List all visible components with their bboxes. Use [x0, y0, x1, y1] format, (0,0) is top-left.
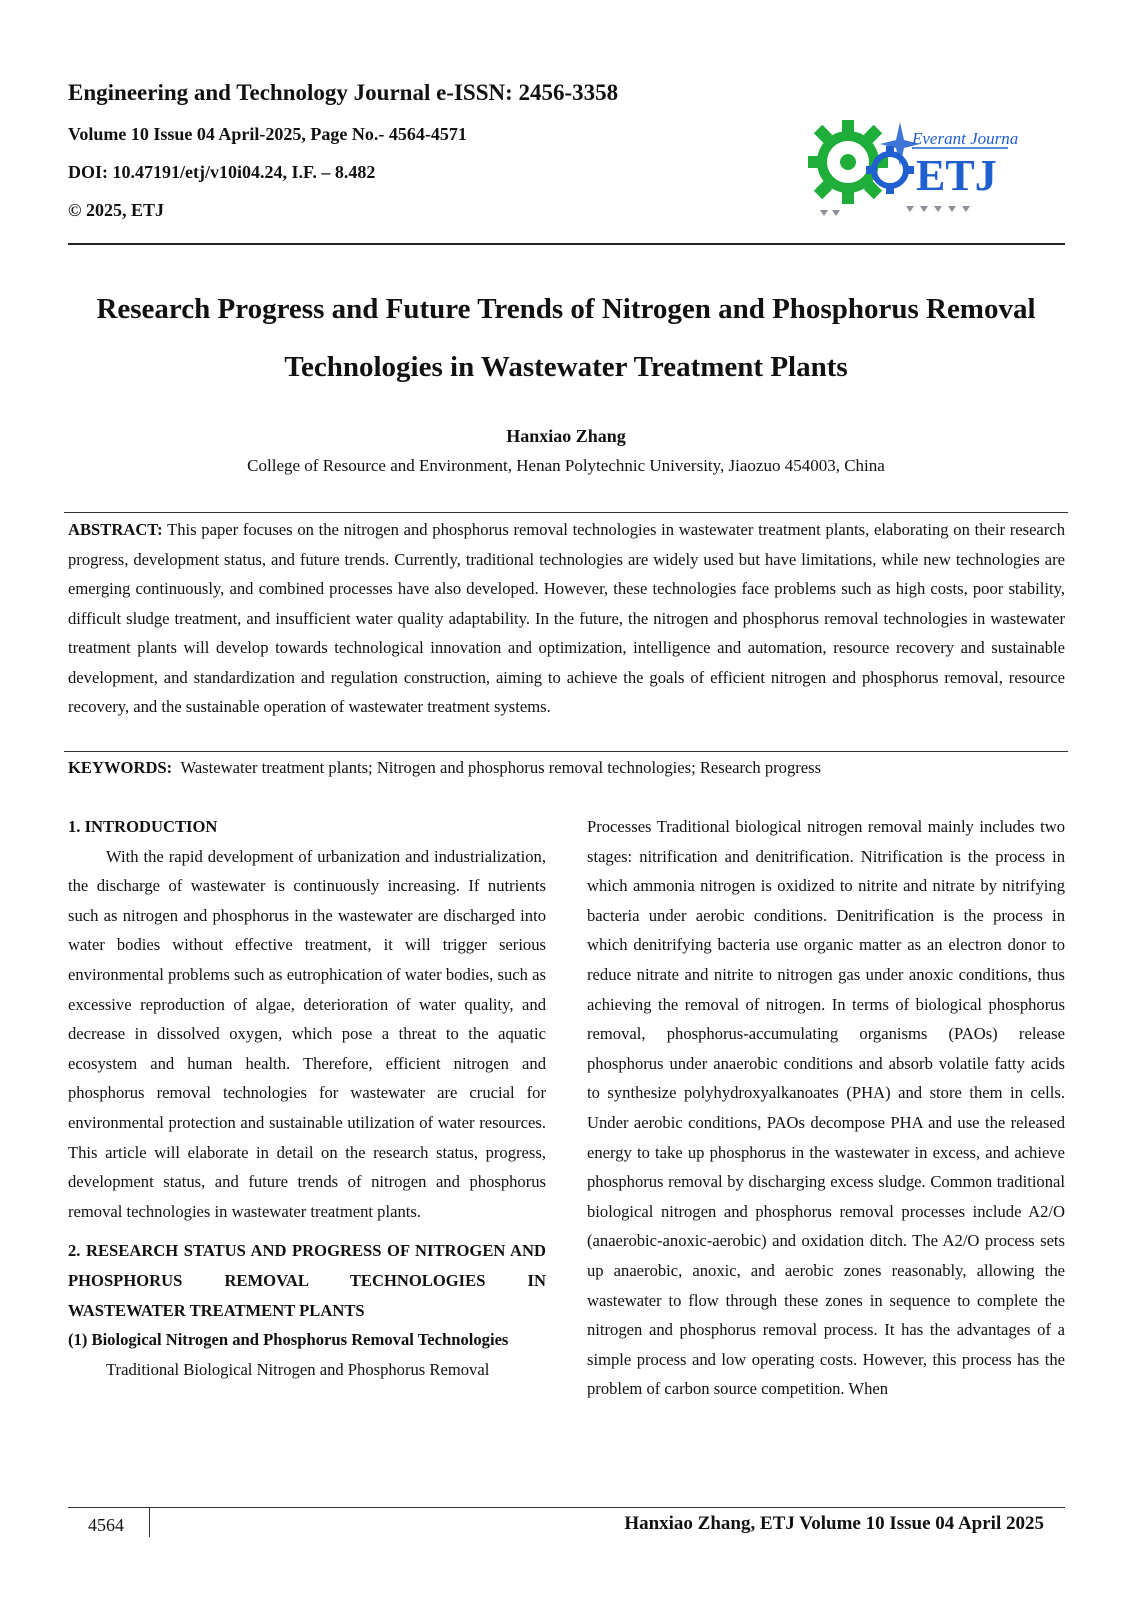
volume-line: Volume 10 Issue 04 April-2025, Page No.- 4564-4571 [68, 124, 467, 144]
left-column [68, 812, 546, 1384]
footer-separator [149, 1507, 150, 1537]
intro-paragraph: With the rapid development of urbanization and industrialization, the discharge of wastewater is continuously increasing. If nutrients such as nitrogen and phosphorus in the wastewater are discharged into water bodies without effective treatment, it will trigger serious environmental problems such as eutrophication of water bodies, such as excessive reproduction of algae, deterioration of water quality, and decrease in dissolved oxygen, which pose a threat to the aquatic ecosystem and human health. Therefore, efficient nitrogen and phosphorus removal technologies for wastewater are crucial for environmental protection and sustainable utilization of water resources. This article will elaborate in detail on the research status, progress, development status, and future trends of nitrogen and phosphorus removal technologies in wastewater treatment plants. [68, 846, 546, 1221]
copyright-line: © 2025, ETJ [68, 200, 164, 220]
subsection1-heading: (1) Biological Nitrogen and Phosphorus Removal Technologies [68, 1330, 509, 1350]
logo-top-text: Everant Journal [912, 129, 1018, 148]
keywords-block [68, 754, 1065, 782]
abstract-label: ABSTRACT: [68, 520, 163, 539]
logo-main-text: ETJ [916, 151, 997, 200]
journal-title-line: Engineering and Technology Journal e-ISSN: 2456-3358 [68, 80, 619, 105]
doi-line: DOI: 10.47191/etj/v10i04.24, I.F. – 8.482 [68, 162, 376, 182]
abstract-top-rule [64, 512, 1068, 513]
article-title [60, 280, 1072, 396]
subsection1-lead: Traditional Biological Nitrogen and Phosphorus Removal [106, 1359, 490, 1379]
etj-logo [808, 114, 1018, 224]
right-column [587, 812, 1065, 1404]
footer-running-text: Hanxiao Zhang, ETJ Volume 10 Issue 04 April 2025 [624, 1513, 1044, 1534]
journal-header [68, 78, 768, 222]
abstract-block [68, 515, 1065, 722]
right-column-paragraph: Processes Traditional biological nitrogen removal mainly includes two stages: nitrification and denitrification. Nitrification is the process in which ammonia nitrogen is oxidized to nitrite and nitrate by nitrifying bacteria under aerobic conditions. Denitrification is the process in which denitrifying bacteria use organic matter as an electron donor to reduce nitrate and nitrite to nitrogen gas under anoxic conditions, thus achieving the removal of nitrogen. In terms of biological phosphorus removal, phosphorus-accumulating organisms (PAOs) release phosphorus under anaerobic conditions and absorb volatile fatty acids to synthesize polyhydroxyalkanoates (PHA) and store them in cells. Under aerobic conditions, PAOs decompose PHA and use the released energy to take up phosphorus in the wastewater in excess, and achieve phosphorus removal by discharging excess sludge. Common traditional biological nitrogen and phosphorus removal processes include A2/O (anaerobic-anoxic-aerobic) and oxidation ditch. The A2/O process sets up anaerobic, anoxic, and aerobic zones reasonably, allowing the wastewater to flow through these zones in sequence to complete the nitrogen and phosphorus removal process. It has the advantages of a simple process and low operating costs. However, this process has the problem of carbon source competition. When [587, 817, 1065, 1399]
abstract-bottom-rule [64, 751, 1068, 752]
author-name: Hanxiao Zhang [506, 426, 626, 446]
intro-heading: 1. INTRODUCTION [68, 817, 218, 836]
etj-logo-icon [808, 114, 1018, 224]
page-number: 4564 [88, 1515, 124, 1535]
header-divider [68, 243, 1065, 245]
keywords-text: Wastewater treatment plants; Nitrogen and phosphorus removal technologies; Research progress [172, 758, 822, 777]
section2-heading: 2. RESEARCH STATUS AND PROGRESS OF NITROGEN AND PHOSPHORUS REMOVAL TECHNOLOGIES IN WASTEWATER TREATMENT PLANTS [68, 1241, 546, 1320]
keywords-label: KEYWORDS: [68, 758, 173, 777]
title-line-2: Technologies in Wastewater Treatment Plants [284, 351, 848, 383]
abstract-text: This paper focuses on the nitrogen and phosphorus removal technologies in wastewater treatment plants, elaborating on their research progress, development status, and future trends. Currently, traditional technologies are widely used but have limitations, while new technologies are emerging continuously, and combined processes have also developed. However, these technologies face problems such as high costs, poor stability, difficult sludge treatment, and insufficient water quality adaptability. In the future, the nitrogen and phosphorus removal technologies in wastewater treatment plants will develop towards technological innovation and optimization, intelligence and automation, resource recovery and sustainable development, and standardization and regulation construction, aiming to achieve the goals of efficient nitrogen and phosphorus removal, resource recovery, and the sustainable operation of wastewater treatment systems. [68, 520, 1065, 716]
author-affiliation: College of Resource and Environment, Henan Polytechnic University, Jiaozuo 454003, China [247, 456, 885, 475]
footer-rule [68, 1507, 1065, 1508]
title-line-1: Research Progress and Future Trends of Nitrogen and Phosphorus Removal [96, 293, 1036, 325]
